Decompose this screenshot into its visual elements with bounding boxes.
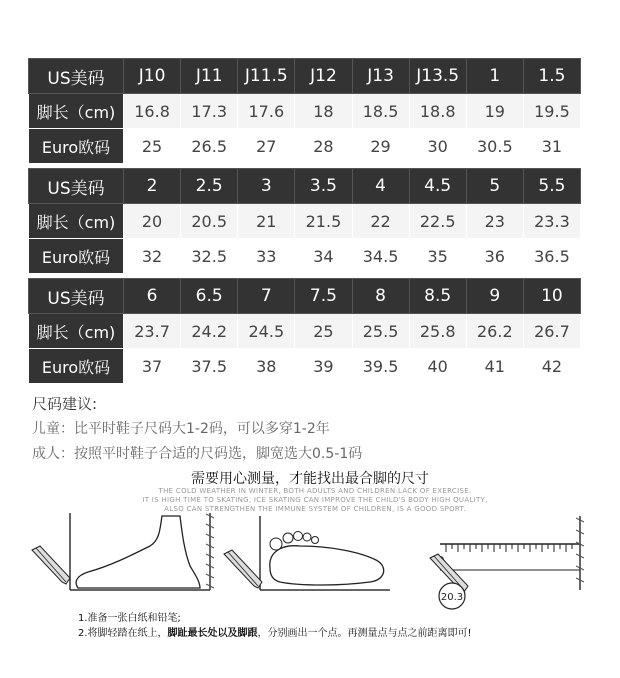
- table-cell: 34: [295, 239, 352, 274]
- us-size-label: US美码: [29, 169, 124, 204]
- us-size-cell: 3.5: [295, 169, 352, 204]
- table-cell: 29: [352, 129, 409, 164]
- table-cell: 39.5: [352, 349, 409, 384]
- table-cell: 19: [466, 94, 523, 129]
- us-size-cell: 7.5: [295, 279, 352, 314]
- us-size-cell: 8.5: [409, 279, 466, 314]
- table-cell: 23.7: [124, 314, 181, 349]
- foot-length-label: 脚长（cm): [29, 94, 124, 129]
- us-size-cell: J12: [295, 59, 352, 94]
- us-size-cell: J10: [124, 59, 181, 94]
- step-2-part-a: 2.将脚轻踏在纸上，: [78, 628, 168, 639]
- us-size-cell: 6.5: [181, 279, 238, 314]
- foot-length-label: 脚长（cm): [29, 204, 124, 239]
- us-size-cell: 5.5: [523, 169, 580, 204]
- side-foot-illustration: [70, 513, 214, 590]
- table-cell: 28: [295, 129, 352, 164]
- us-size-cell: 9: [466, 279, 523, 314]
- us-size-cell: 2.5: [181, 169, 238, 204]
- advice-children: 儿童：比平时鞋子尺码大1-2码，可以多穿1-2年: [32, 421, 330, 437]
- euro-size-label: Euro欧码: [29, 129, 124, 164]
- euro-size-label: Euro欧码: [29, 349, 124, 384]
- us-size-cell: J11: [181, 59, 238, 94]
- table-cell: 39: [295, 349, 352, 384]
- table-cell: 18.8: [409, 94, 466, 129]
- us-size-label: US美码: [29, 59, 124, 94]
- table-cell: 16.8: [124, 94, 181, 129]
- table-cell: 25.8: [409, 314, 466, 349]
- us-size-cell: 4.5: [409, 169, 466, 204]
- step-2: [78, 624, 472, 639]
- pencil-icon: [224, 550, 262, 588]
- foot-length-label: 脚长（cm): [29, 314, 124, 349]
- top-foot-illustration: [260, 516, 390, 590]
- us-size-cell: J11.5: [238, 59, 295, 94]
- table-cell: 32.5: [181, 239, 238, 274]
- table-cell: 37: [124, 349, 181, 384]
- us-size-cell: 3: [238, 169, 295, 204]
- table-cell: 26.7: [523, 314, 580, 349]
- table-cell: 17.3: [181, 94, 238, 129]
- us-size-cell: 4: [352, 169, 409, 204]
- table-cell: 33: [238, 239, 295, 274]
- table-cell: 19.5: [523, 94, 580, 129]
- table-header-row: [29, 59, 581, 94]
- table-cell: 26.5: [181, 129, 238, 164]
- table-cell: 23.3: [523, 204, 580, 239]
- english-caption-line: ALSO CAN STRENGTHEN THE IMMUNE SYSTEM OF CHILDREN, IS A GOOD SPORT.: [164, 505, 466, 513]
- table-cell: 38: [238, 349, 295, 384]
- us-size-cell: 5: [466, 169, 523, 204]
- table-cell: 25: [295, 314, 352, 349]
- measurement-reading-badge: [439, 583, 465, 609]
- table-cell: 34.5: [352, 239, 409, 274]
- us-size-cell: J13: [352, 59, 409, 94]
- table-cell: 23: [466, 204, 523, 239]
- table-cell: 37.5: [181, 349, 238, 384]
- table-cell: 22: [352, 204, 409, 239]
- pencil-icon: [32, 546, 70, 584]
- table-cell: 17.6: [238, 94, 295, 129]
- step-1: 1.准备一张白纸和铅笔;: [78, 613, 181, 624]
- table-cell: 21: [238, 204, 295, 239]
- english-caption-line: IT IS HIGH TIME TO SKATING, ICE SKATING CAN IMPROVE THE CHILD'S BODY HIGH QUALITY,: [142, 496, 488, 504]
- measurement-illustration: [0, 510, 620, 610]
- us-size-cell: 8: [352, 279, 409, 314]
- us-size-label: US美码: [29, 279, 124, 314]
- table-row: [29, 349, 581, 384]
- table-row: [29, 94, 581, 129]
- size-table-3: [28, 278, 581, 384]
- table-cell: 27: [238, 129, 295, 164]
- table-cell: 18.5: [352, 94, 409, 129]
- table-header-row: [29, 279, 581, 314]
- us-size-cell: 10: [523, 279, 580, 314]
- table-cell: 22.5: [409, 204, 466, 239]
- us-size-cell: 6: [124, 279, 181, 314]
- table-row: [29, 204, 581, 239]
- ruler-reading: 20.3: [440, 592, 464, 603]
- us-size-cell: J13.5: [409, 59, 466, 94]
- table-cell: 24.5: [238, 314, 295, 349]
- table-cell: 24.2: [181, 314, 238, 349]
- us-size-cell: 1.5: [523, 59, 580, 94]
- table-header-row: [29, 169, 581, 204]
- table-cell: 41: [466, 349, 523, 384]
- table-cell: 26.2: [466, 314, 523, 349]
- table-cell: 18: [295, 94, 352, 129]
- advice-adults: 成人：按照平时鞋子合适的尺码选，脚宽选大0.5-1码: [32, 446, 363, 462]
- table-cell: 35: [409, 239, 466, 274]
- table-cell: 25: [124, 129, 181, 164]
- table-cell: 36: [466, 239, 523, 274]
- table-cell: 25.5: [352, 314, 409, 349]
- step-2-emphasis: 脚趾最长处以及脚跟: [167, 628, 258, 639]
- measure-title: 需要用心测量，才能找出最合脚的尺寸: [191, 471, 429, 487]
- us-size-cell: 1: [466, 59, 523, 94]
- euro-size-label: Euro欧码: [29, 239, 124, 274]
- table-row: [29, 239, 581, 274]
- table-cell: 36.5: [523, 239, 580, 274]
- us-size-cell: 2: [124, 169, 181, 204]
- step-2-part-c: ，分别画出一个点。再测量点与点之前距离即可!: [257, 628, 472, 639]
- english-caption-line: THE COLD WEATHER IN WINTER, BOTH ADULTS AND CHILDREN LACK OF EXERCISE.: [158, 487, 472, 495]
- table-row: [29, 314, 581, 349]
- table-cell: 31: [523, 129, 580, 164]
- size-table-2: [28, 168, 581, 274]
- table-cell: 20: [124, 204, 181, 239]
- advice-title: 尺码建议:: [32, 395, 98, 413]
- table-cell: 32: [124, 239, 181, 274]
- table-row: [29, 129, 581, 164]
- table-cell: 21.5: [295, 204, 352, 239]
- size-table-1: [28, 58, 581, 164]
- table-cell: 42: [523, 349, 580, 384]
- us-size-cell: 7: [238, 279, 295, 314]
- table-cell: 40: [409, 349, 466, 384]
- table-cell: 30.5: [466, 129, 523, 164]
- table-cell: 20.5: [181, 204, 238, 239]
- table-cell: 30: [409, 129, 466, 164]
